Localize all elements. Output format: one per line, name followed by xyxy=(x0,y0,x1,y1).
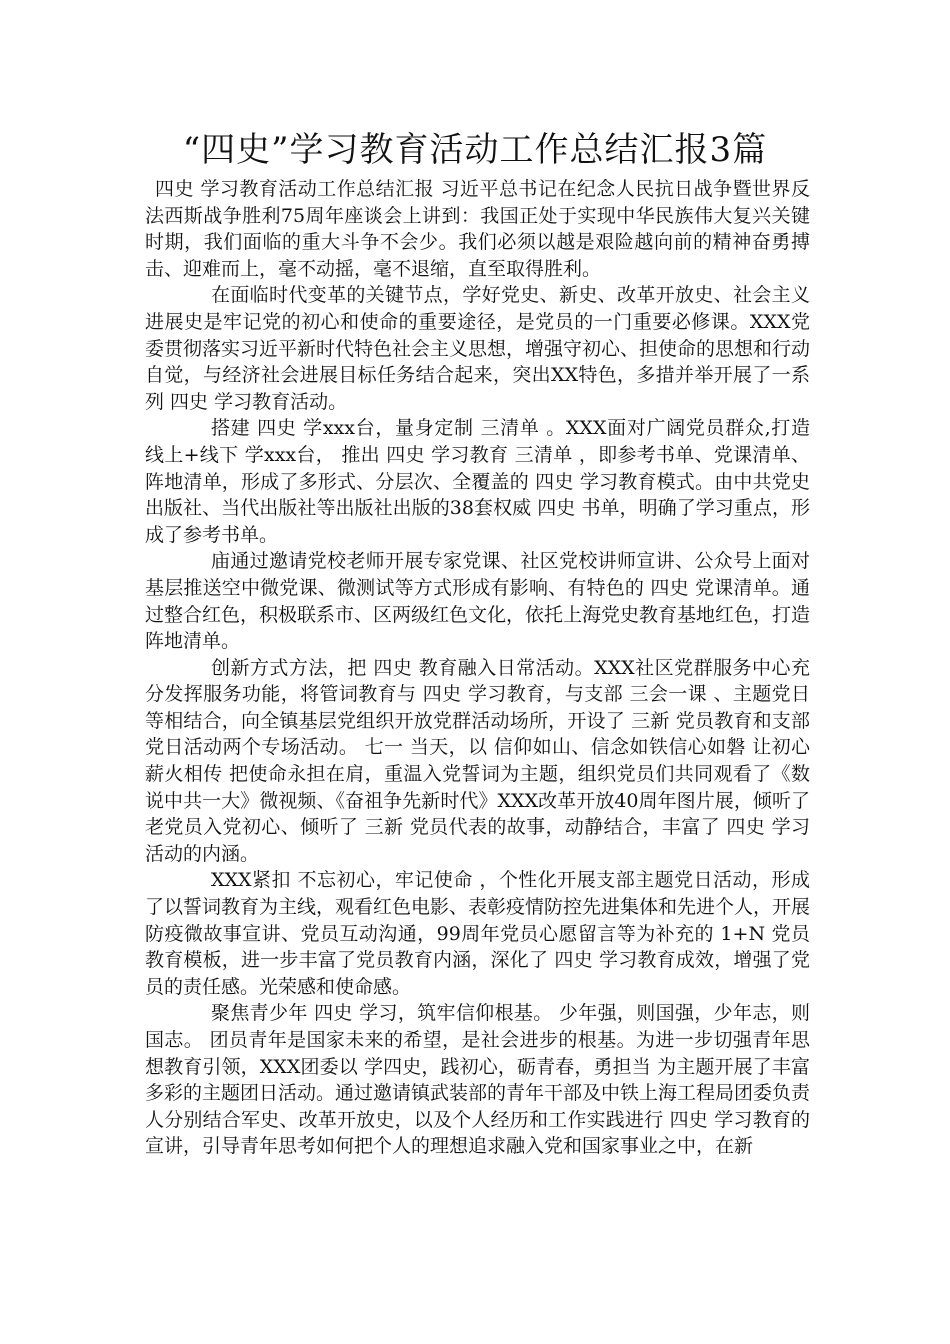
document-title: “四史”学习教育活动工作总结汇报3篇 xyxy=(182,130,768,170)
paragraph-1: 四史 学习教育活动工作总结汇报 习近平总书记在纪念人民抗日战争暨世界反法西斯战争胜利75周年座谈会上讲到：我国正处于实现中华民族伟大复兴关键时期，我们面临的重大斗争不会少。我们必须以越是艰险越向前的精神奋勇搏击、迎难而上，毫不动摇，毫不退缩，直至取得胜利。 xyxy=(145,178,810,280)
paragraph-3: 搭建 四史 学xxx台，量身定制 三清单 。XXX面对广阔党员群众,打造 线上+线下 学xxx台， 推出 四史 学习教育 三清单 ，即参考书单、党课清单、阵地清单，形成了多形式、分层次、全覆盖的 四史 学习教育模式。由中共党史出版社、当代出版社等出版社出版的38套权威 四史 书单，明确了学习重点，形成了参考书单。 xyxy=(145,417,810,546)
paragraph-2: 在面临时代变革的关键节点，学好党史、新史、改革开放史、社会主义进展史是牢记党的初心和使命的重要途径，是党员的一门重要必修课。XXX党委贯彻落实习近平新时代特色社会主义思想，增强守初心、担使命的思想和行动自觉，与经济社会进展目标任务结合起来，突出XX特色，多措并举开展了一系列 四史 学习教育活动。 xyxy=(145,284,811,413)
paragraph-7: 聚焦青少年 四史 学习，筑牢信仰根基。 少年强，则国强，少年志，则国志。 团员青年是国家未来的希望，是社会进步的根基。为进一步切强青年思想教育引领，XXX团委以 学四史，践初心，砺青春，勇担当 为主题开展了丰富多彩的主题团日活动。通过邀请镇武装部的青年干部及中铁上海工程局团委负责人分别结合军史、改革开放史，以及个人经历和工作实践进行 四史 学习教育的宣讲，引导青年思考如何把个人的理想追求融入党和国家事业之中，在新 xyxy=(145,1002,811,1158)
paragraph-5: 创新方式方法，把 四史 教育融入日常活动。XXX社区党群服务中心充分发挥服务功能，将管词教育与 四史 学习教育，与支部 三会一课 、主题党日等相结合，向全镇基层党组织开放党群活动场所，开设了 三新 党员教育和支部党日活动两个专场活动。 七一 当天，以 信仰如山、信念如铁信心如磐 让初心薪火相传 把使命永担在肩，重温入党誓词为主题，组织党员们共同观看了《数说中共一大》微视频、《奋祖争先新时代》XXX改革开放40周年图片展，倾听了老党员入党初心、倾听了 三新 党员代表的故事，动静结合，丰富了 四史 学习活动的内涵。 xyxy=(145,656,810,865)
paragraph-6: XXX紧扣 不忘初心，牢记使命 ，个性化开展支部主题党日活动，形成了以誓词教育为主线，观看红色电影、表彰疫情防控先进集体和先进个人，开展防疫微故事宣讲、党员互动沟通，99周年党员心愿留言等为补充的 1+N 党员教育模板，进一步丰富了党员教育内涵，深化了 四史 学习教育成效，增强了党员的责任感。光荣感和使命感。 xyxy=(145,869,811,998)
document-body xyxy=(145,176,810,1160)
paragraph-4: 庙通过邀请党校老师开展专家党课、社区党校讲师宣讲、公众号上面对基层推送空中微党课、微测试等方式形成有影响、有特色的 四史 党课清单。通过整合红色，积极联系市、区两级红色文化，依托上海党史教育基地红色，打造阵地清单。 xyxy=(145,550,811,653)
